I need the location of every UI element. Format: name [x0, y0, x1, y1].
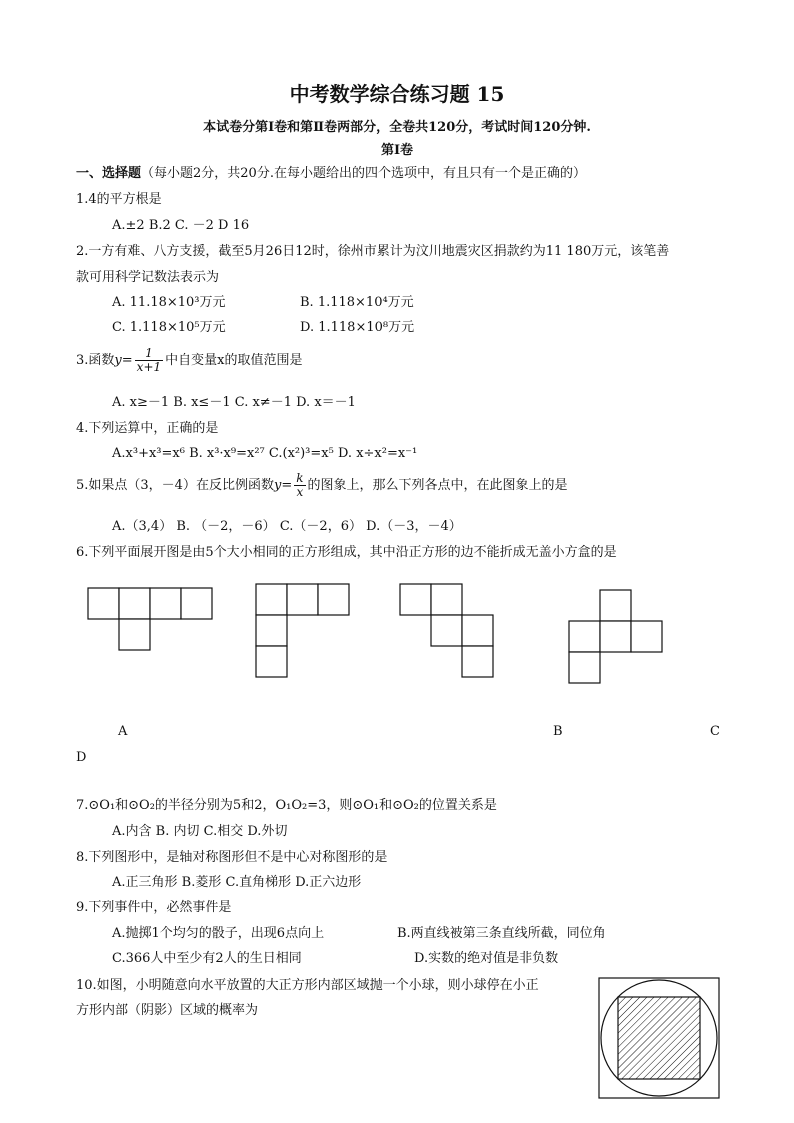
q3-stem — [76, 347, 302, 374]
section-heading — [76, 166, 586, 182]
q9-option-a: A.抛掷1个均匀的骰子，出现6点向上 — [112, 926, 325, 941]
q3-pre: 3.函数 — [76, 353, 115, 368]
q4-stem: 4.下列运算中，正确的是 — [76, 421, 219, 436]
net-c-square — [400, 584, 431, 615]
q2-option-c: C. 1.118×10⁵万元 — [112, 320, 226, 335]
net-b-square — [318, 584, 349, 615]
q3-post: 中自变量x的取值范围是 — [165, 353, 303, 368]
q10-stem-line2: 方形内部（阴影）区域的概率为 — [76, 1003, 259, 1018]
q5-numerator: k — [296, 471, 304, 485]
net-c-square — [431, 584, 462, 615]
q3-eq: = — [121, 353, 133, 368]
section-note: （每小题2分，共20分.在每小题给出的四个选项中，有且只有一个是正确的） — [141, 166, 586, 181]
q3-numerator: 1 — [135, 347, 163, 361]
net-a-square — [119, 588, 150, 619]
net-b-square — [256, 584, 287, 615]
q6-label-a: A — [118, 724, 128, 739]
q1-stem: 1.4的平方根是 — [76, 192, 162, 207]
q9-option-d: D.实数的绝对值是非负数 — [414, 951, 559, 966]
page-title: 中考数学综合练习题 15 — [289, 82, 505, 106]
q2-stem-line1: 2.一方有难、八方支援，截至5月26日12时，徐州市累计为汶川地震灾区捐款约为11 180万元，该笔善 — [76, 244, 670, 259]
q10-figure — [597, 976, 721, 1100]
net-figure-d — [567, 588, 667, 686]
net-d-square — [600, 621, 631, 652]
q7-options: A.内含 B. 内切 C.相交 D.外切 — [112, 824, 288, 839]
q6-label-c: C — [710, 724, 720, 739]
net-a-square — [181, 588, 212, 619]
section-label: 一、选择题 — [76, 166, 142, 181]
q2-option-d: D. 1.118×10⁸万元 — [300, 320, 415, 335]
q9-option-c: C.366人中至少有2人的生日相同 — [112, 951, 302, 966]
q4-options: A.x³+x³=x⁶ B. x³·x⁹=x²⁷ C.(x²)³=x⁵ D. x÷x²=x⁻¹ — [112, 446, 418, 461]
net-figure-a — [86, 586, 216, 652]
q6-stem: 6.下列平面展开图是由5个大小相同的正方形组成，其中沿正方形的边不能折成无盖小方盒的是 — [76, 545, 617, 560]
q3-var: y — [114, 353, 122, 368]
net-a-square — [150, 588, 181, 619]
net-figure-b — [254, 582, 354, 680]
q5-pre: 5.如果点（3，－4）在反比例函数 — [76, 478, 274, 493]
net-a-square — [119, 619, 150, 650]
q5-eq: = — [281, 478, 293, 493]
q5-post: 的图象上，那么下列各点中，在此图象上的是 — [307, 478, 568, 493]
net-b-square — [287, 584, 318, 615]
q2-stem-line2: 款可用科学记数法表示为 — [76, 270, 220, 285]
net-b-square — [256, 646, 287, 677]
q2-option-b: B. 1.118×10⁴万元 — [300, 295, 414, 310]
q7-stem: 7.⊙O₁和⊙O₂的半径分别为5和2，O₁O₂=3，则⊙O₁和⊙O₂的位置关系是 — [76, 798, 497, 813]
volume-heading: 第Ⅰ卷 — [380, 143, 414, 158]
net-d-square — [600, 590, 631, 621]
q3-fraction — [135, 347, 163, 374]
net-c-square — [431, 615, 462, 646]
net-c-square — [462, 646, 493, 677]
q3-denominator: x+1 — [136, 360, 162, 374]
net-figure-c — [398, 582, 498, 680]
net-a-square — [88, 588, 119, 619]
q9-option-b: B.两直线被第三条直线所截，同位角 — [397, 926, 606, 941]
q2-option-a: A. 11.18×10³万元 — [112, 295, 226, 310]
q6-label-b: B — [553, 724, 563, 739]
q8-options: A.正三角形 B.菱形 C.直角梯形 D.正六边形 — [112, 875, 362, 890]
net-b-square — [256, 615, 287, 646]
shaded-inner-square — [618, 997, 700, 1079]
q5-options: A.（3,4） B. （－2，－6） C.（－2，6） D.（－3，－4） — [112, 519, 462, 534]
q5-denominator: x — [296, 485, 304, 499]
q5-stem — [76, 472, 568, 499]
q1-options: A.±2 B.2 C. －2 D 16 — [112, 218, 250, 233]
q5-var: y — [273, 478, 282, 493]
net-d-square — [569, 652, 600, 683]
net-d-square — [569, 621, 600, 652]
q9-stem: 9.下列事件中，必然事件是 — [76, 900, 232, 915]
q6-label-d: D — [76, 750, 87, 765]
q10-stem-line1: 10.如图，小明随意向水平放置的大正方形内部区域抛一个小球，则小球停在小正 — [76, 978, 539, 993]
q5-fraction — [294, 472, 305, 499]
q8-stem: 8.下列图形中，是轴对称图形但不是中心对称图形的是 — [76, 850, 388, 865]
net-d-square — [631, 621, 662, 652]
q3-options: A. x≥－1 B. x≤－1 C. x≠－1 D. x＝－1 — [112, 395, 356, 410]
net-c-square — [462, 615, 493, 646]
exam-subtitle: 本试卷分第Ⅰ卷和第Ⅱ卷两部分，全卷共120分，考试时间120分钟. — [203, 120, 591, 135]
